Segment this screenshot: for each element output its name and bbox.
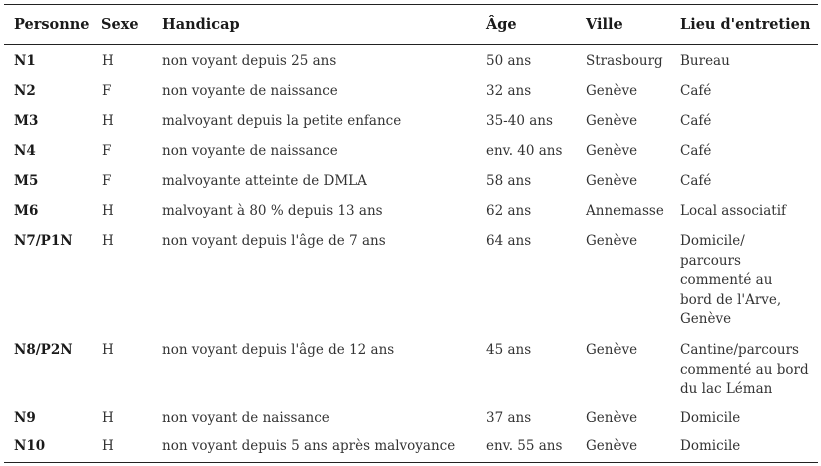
cell-handicap: non voyant depuis l'âge de 12 ans (162, 342, 395, 358)
cell-age: 45 ans (486, 342, 532, 358)
cell-handicap: non voyant depuis 25 ans (162, 53, 337, 69)
cell-handicap: non voyant depuis l'âge de 7 ans (162, 233, 386, 249)
cell-sexe: F (102, 83, 112, 99)
cell-age: 37 ans (486, 410, 532, 426)
cell-sexe: H (102, 438, 114, 454)
cell-lieu: Café (680, 83, 712, 99)
cell-ville: Strasbourg (586, 53, 663, 69)
cell-lieu: Café (680, 143, 712, 159)
cell-sexe: H (102, 53, 114, 69)
cell-handicap: malvoyant à 80 % depuis 13 ans (162, 203, 383, 219)
cell-sexe: H (102, 342, 114, 358)
cell-sexe: F (102, 173, 112, 189)
cell-ville: Genève (586, 83, 638, 99)
cell-handicap: malvoyant depuis la petite enfance (162, 113, 402, 129)
cell-sexe: H (102, 203, 114, 219)
cell-ville: Genève (586, 410, 638, 426)
cell-personne: N10 (14, 438, 46, 454)
cell-lieu: Domicile (680, 410, 741, 426)
cell-ville: Genève (586, 173, 638, 189)
cell-age: 62 ans (486, 203, 532, 219)
cell-lieu: Bureau (680, 53, 730, 69)
cell-sexe: H (102, 113, 114, 129)
header-lieu: Lieu d'entretien (680, 16, 811, 33)
cell-lieu: Café (680, 173, 712, 189)
cell-sexe: H (102, 233, 114, 249)
table-header-rule (4, 44, 818, 45)
cell-personne: N1 (14, 53, 36, 69)
cell-ville: Genève (586, 438, 638, 454)
cell-personne: M5 (14, 173, 39, 189)
cell-ville: Genève (586, 233, 638, 249)
header-personne: Personne (14, 16, 90, 33)
cell-personne: N4 (14, 143, 36, 159)
cell-age: 58 ans (486, 173, 532, 189)
cell-personne: N2 (14, 83, 36, 99)
cell-lieu: Café (680, 113, 712, 129)
cell-personne: M6 (14, 203, 39, 219)
cell-age: env. 55 ans (486, 438, 563, 454)
cell-handicap: non voyante de naissance (162, 83, 338, 99)
cell-personne: N9 (14, 410, 36, 426)
cell-ville: Genève (586, 143, 638, 159)
cell-sexe: H (102, 410, 114, 426)
cell-personne: M3 (14, 113, 39, 129)
cell-ville: Annemasse (586, 203, 664, 219)
cell-age: env. 40 ans (486, 143, 563, 159)
header-handicap: Handicap (162, 16, 240, 33)
cell-sexe: F (102, 143, 112, 159)
header-age: Âge (486, 16, 517, 33)
cell-lieu: Local associatif (680, 203, 787, 219)
cell-ville: Genève (586, 113, 638, 129)
cell-lieu: Cantine/parcours commenté au bord du lac Léman (680, 342, 809, 398)
cell-age: 35-40 ans (486, 113, 553, 129)
cell-personne: N7/P1N (14, 233, 73, 249)
table-bottom-rule (4, 462, 818, 463)
cell-handicap: non voyant depuis 5 ans après malvoyance (162, 438, 456, 454)
cell-handicap: malvoyante atteinte de DMLA (162, 173, 367, 189)
cell-age: 50 ans (486, 53, 532, 69)
header-sexe: Sexe (101, 16, 139, 33)
cell-age: 64 ans (486, 233, 532, 249)
header-ville: Ville (586, 16, 623, 33)
cell-handicap: non voyante de naissance (162, 143, 338, 159)
cell-age: 32 ans (486, 83, 532, 99)
cell-personne: N8/P2N (14, 342, 73, 358)
cell-lieu: Domicile (680, 438, 741, 454)
cell-handicap: non voyant de naissance (162, 410, 330, 426)
cell-ville: Genève (586, 342, 638, 358)
cell-lieu: Domicile/ parcours commenté au bord de l'Arve, Genève (680, 233, 782, 328)
table-header-row (4, 4, 818, 44)
